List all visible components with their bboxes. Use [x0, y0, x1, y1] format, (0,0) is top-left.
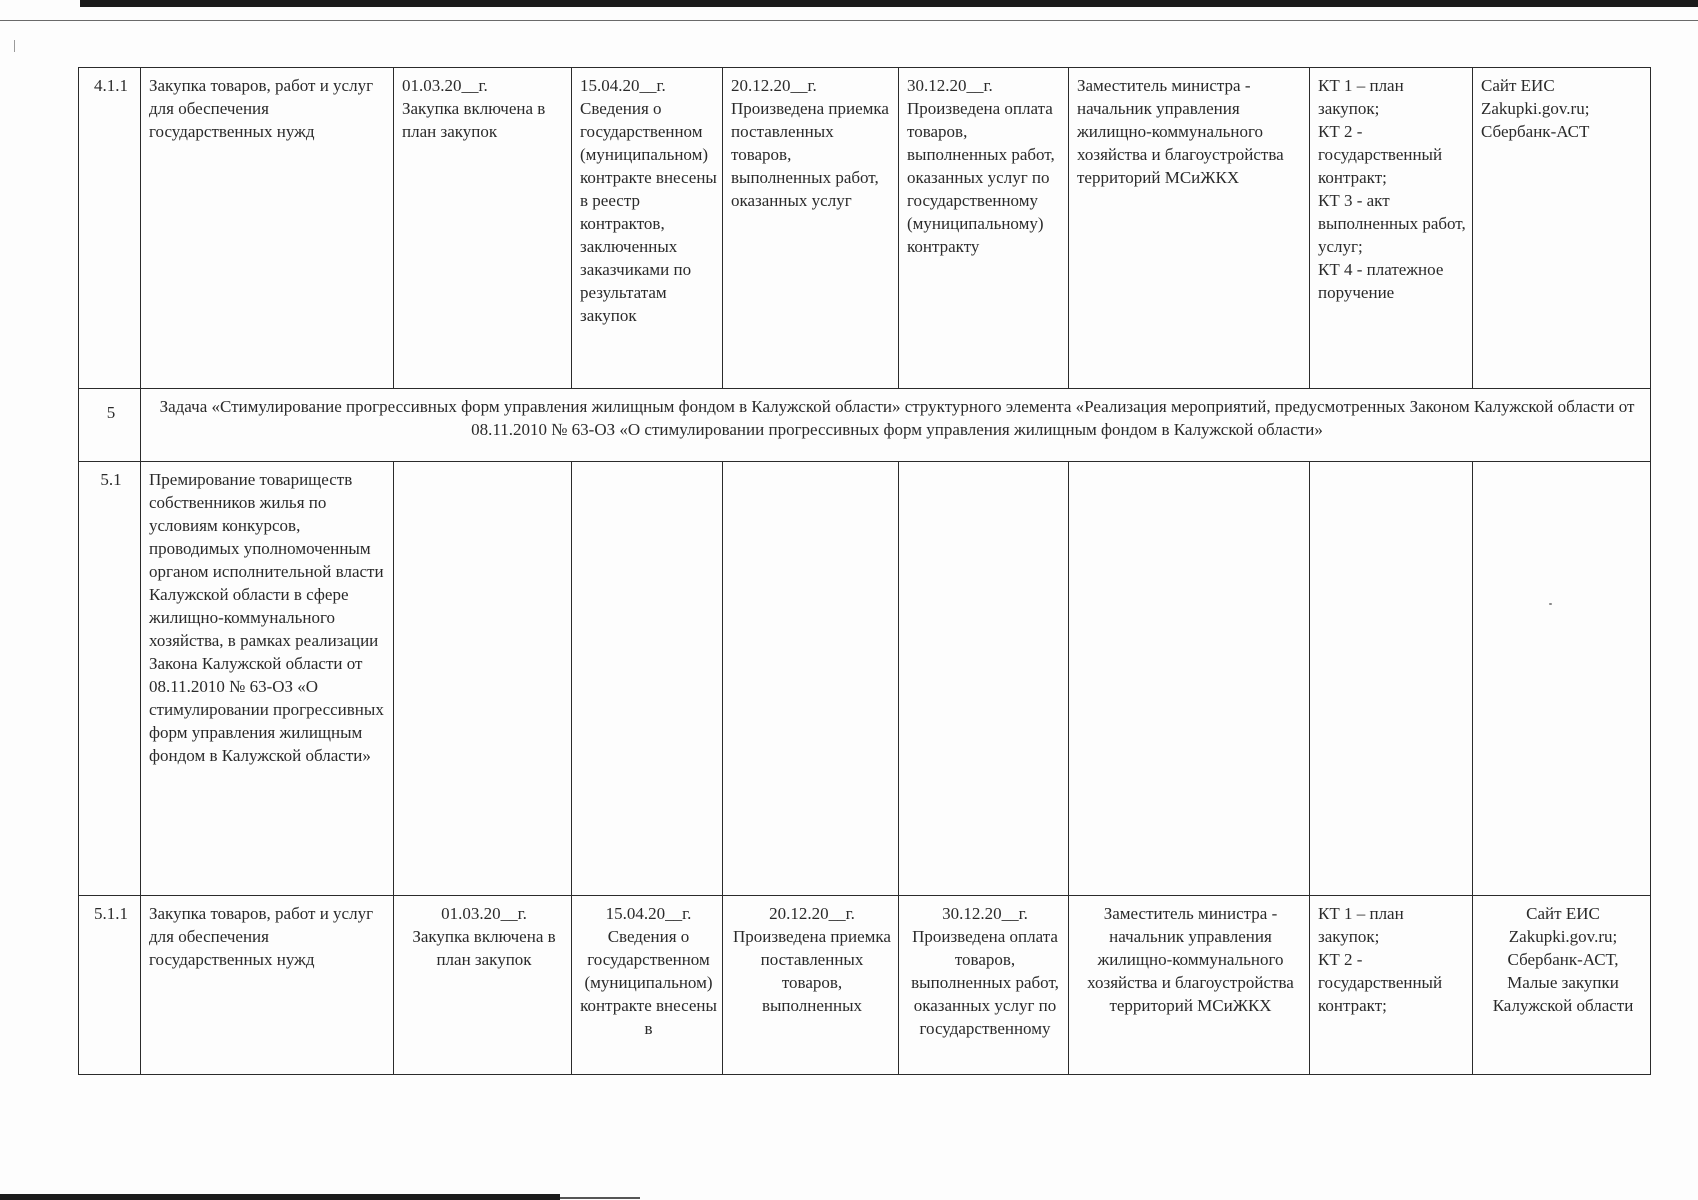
responsible-cell: Заместитель министра - начальник управления жилищно-коммунального хозяйства и благоустройства территорий МСиЖКХ: [1069, 896, 1310, 1075]
responsible-cell: Заместитель министра - начальник управления жилищно-коммунального хозяйства и благоустройства территорий МСиЖКХ: [1069, 68, 1310, 389]
information-system-cell: Сайт ЕИС Zakupki.gov.ru; Сбербанк-АСТ: [1473, 68, 1651, 389]
row-number: 5.1.1: [79, 896, 141, 1075]
control-point-text: Закупка включена в план закупок: [402, 99, 546, 141]
document-item: КТ 2 - государственный контракт;: [1318, 950, 1443, 1015]
control-point-4-cell: [899, 68, 1069, 389]
control-point-2-cell: [572, 68, 723, 389]
scan-bottom-rule: [560, 1197, 640, 1199]
control-point-text: Произведена оплата товаров, выполненных работ, оказанных услуг по государственному: [911, 927, 1059, 1038]
table-row: [79, 896, 1651, 1075]
control-point-date: 01.03.20__г.: [441, 904, 527, 923]
control-point-date: 15.04.20__г.: [580, 76, 666, 95]
empty-cell: [723, 462, 899, 896]
empty-cell: [1310, 462, 1473, 896]
table-row: [79, 68, 1651, 389]
empty-cell: [394, 462, 572, 896]
empty-cell: [899, 462, 1069, 896]
control-point-3-cell: [723, 68, 899, 389]
scan-top-border: [80, 0, 1698, 7]
row-number: 5.1: [79, 462, 141, 896]
control-point-2-cell: [572, 896, 723, 1075]
empty-cell: [1069, 462, 1310, 896]
control-point-text: Сведения о государственном (муниципальном) контракте внесены в: [580, 927, 717, 1038]
document-item: КТ 4 - платежное поручение: [1318, 260, 1444, 302]
control-point-text: Произведена приемка поставленных товаров, выполненных: [733, 927, 891, 1015]
row-number: 5: [79, 389, 141, 462]
documents-cell: [1310, 896, 1473, 1075]
control-point-date: 30.12.20__г.: [907, 76, 993, 95]
scan-mark: [14, 40, 15, 52]
control-point-3-cell: [723, 896, 899, 1075]
control-point-text: Произведена оплата товаров, выполненных работ, оказанных услуг по государственному (муниципальному) контракту: [907, 99, 1055, 256]
control-point-text: Сведения о государственном (муниципальном) контракте внесены в реестр контрактов, заключенных заказчиками по результатам закупок: [580, 99, 717, 325]
control-point-text: Произведена приемка поставленных товаров, выполненных работ, оказанных услуг: [731, 99, 889, 210]
row-number: 4.1.1: [79, 68, 141, 389]
event-name-cell: Премирование товариществ собственников жилья по условиям конкурсов, проводимых уполномоченным органом исполнительной власти Калужской области в сфере жилищно-коммунального хозяйства, в рамках реализации Закона Калужской области от 08.11.2010 № 63-ОЗ «О стимулировании прогрессивных форм управления жилищным фондом в Калужской области»: [141, 462, 394, 896]
document-item: КТ 2 - государственный контракт;: [1318, 122, 1443, 187]
control-point-date: 01.03.20__г.: [402, 76, 488, 95]
scan-top-rule: [0, 20, 1698, 21]
control-point-date: 20.12.20__г.: [769, 904, 855, 923]
event-name-cell: Закупка товаров, работ и услуг для обеспечения государственных нужд: [141, 68, 394, 389]
empty-cell: [1473, 462, 1651, 896]
control-point-date: 15.04.20__г.: [605, 904, 692, 923]
task-title-cell: Задача «Стимулирование прогрессивных форм управления жилищным фондом в Калужской области» структурного элемента «Реализация мероприятий, предусмотренных Законом Калужской области от 08.11.2010 № 63-ОЗ «О стимулировании прогрессивных форм управления жилищным фондом в Калужской области»: [141, 389, 1651, 462]
control-point-4-cell: [899, 896, 1069, 1075]
document-item: КТ 1 – план закупок;: [1318, 904, 1404, 946]
document-item: КТ 3 - акт выполненных работ, услуг;: [1318, 191, 1466, 256]
control-point-text: Закупка включена в план закупок: [412, 927, 556, 969]
event-name-cell: Закупка товаров, работ и услуг для обеспечения государственных нужд: [141, 896, 394, 1075]
table-row: [79, 462, 1651, 896]
document-item: КТ 1 – план закупок;: [1318, 76, 1404, 118]
documents-cell: [1310, 68, 1473, 389]
information-system-cell: Сайт ЕИС Zakupki.gov.ru; Сбербанк-АСТ, Малые закупки Калужской области: [1473, 896, 1651, 1075]
control-point-date: 30.12.20__г.: [942, 904, 1028, 923]
scan-bottom-border: [0, 1194, 560, 1200]
task-row: [79, 389, 1651, 462]
empty-cell: [572, 462, 723, 896]
control-point-1-cell: [394, 68, 572, 389]
control-point-date: 20.12.20__г.: [731, 76, 817, 95]
control-point-1-cell: [394, 896, 572, 1075]
implementation-plan-table: [78, 67, 1651, 1075]
